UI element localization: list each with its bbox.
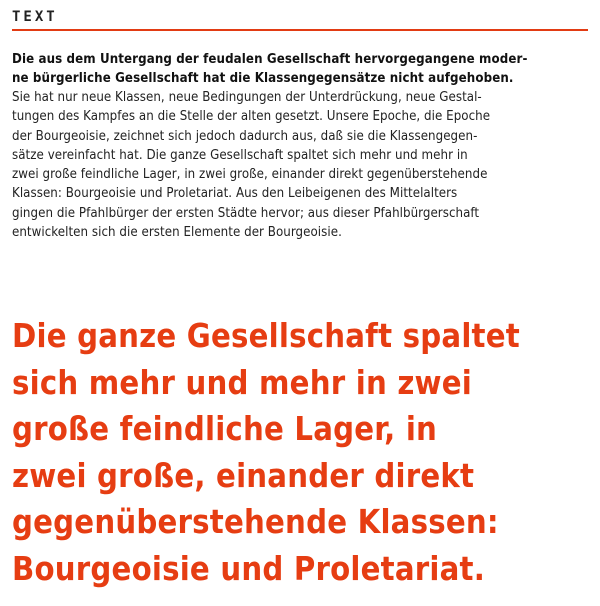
quote-line: sich mehr und mehr in zwei [12, 363, 473, 402]
quote-line: zwei große, einander direkt [12, 456, 475, 495]
specimen-page [12, 0, 588, 588]
body-line: Klassen: Bourgeoisie und Proletariat. Aus den Leibeigenen des Mittelalters [12, 186, 458, 202]
lead-line: Die aus dem Untergang der feudalen Gesellschaft hervorgegangene moder- [12, 52, 528, 67]
body-line: Sie hat nur neue Klassen, neue Bedingungen der Unterdrückung, neue Gestal- [12, 90, 482, 105]
body-line: zwei große feindliche Lager, in zwei große, einander direkt gegenüberstehende [12, 167, 488, 183]
body-line: gingen die Pfahlbürger der ersten Städte hervor; aus dieser Pfahlbürgerschaft [12, 205, 480, 221]
lead-paragraph [12, 50, 588, 88]
body-paragraph [12, 88, 588, 242]
quote-line: Die ganze Gesellschaft spaltet [12, 317, 520, 355]
quote-line: Bourgeoisie und Proletariat. [12, 549, 486, 588]
body-line: sätze vereinfacht hat. Die ganze Gesellschaft spaltet sich mehr und mehr in [12, 147, 468, 163]
section-label: TEXT [12, 9, 58, 25]
quote-line: große feindliche Lager, in [12, 410, 438, 448]
display-quote [12, 313, 592, 592]
body-line: tungen des Kampfes an die Stelle der alten gesetzt. Unsere Epoche, die Epoche [12, 109, 491, 125]
body-line: entwickelten sich die ersten Elemente der Bourgeoisie. [12, 225, 342, 241]
lead-line: ne bürgerliche Gesellschaft hat die Klassengegensätze nicht aufgehoben. [12, 71, 514, 86]
section-divider [12, 29, 588, 31]
quote-line: gegenüberstehende Klassen: [12, 503, 499, 541]
body-line: der Bourgeoisie, zeichnet sich jedoch dadurch aus, daß sie die Klassengegen- [12, 128, 478, 144]
